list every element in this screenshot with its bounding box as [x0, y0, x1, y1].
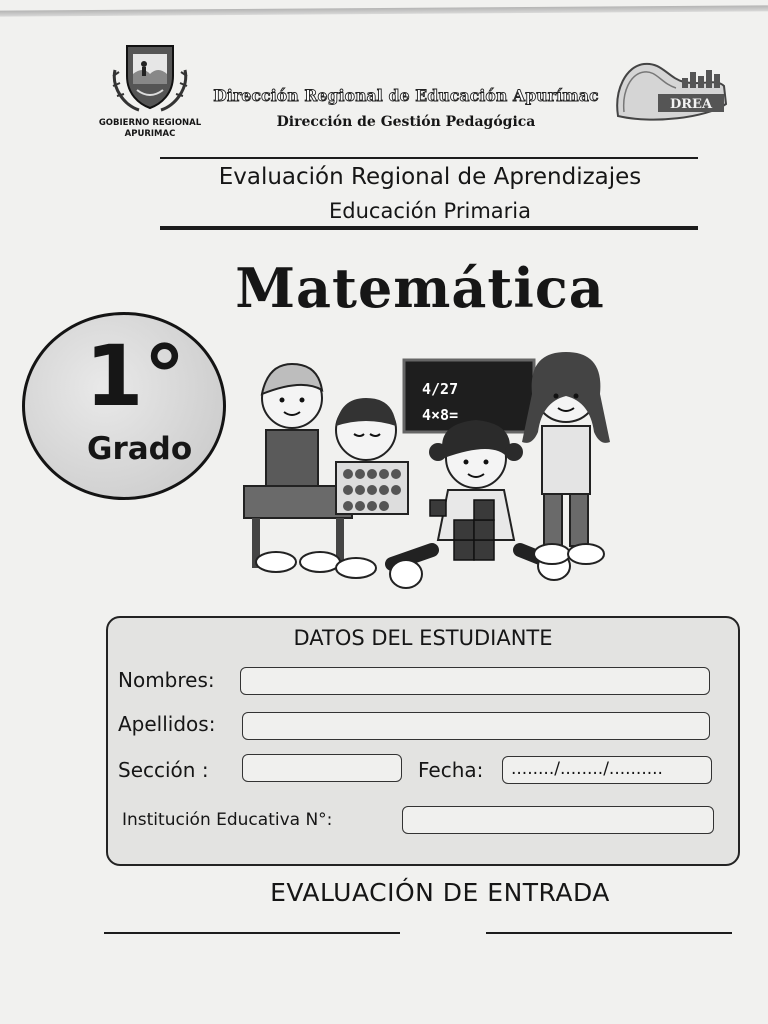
gobierno-regional-shield-icon — [109, 40, 191, 114]
seccion-label: Sección : — [118, 758, 209, 782]
grade-badge — [22, 312, 226, 500]
apellidos-field[interactable] — [242, 712, 710, 740]
fecha-field[interactable] — [502, 756, 712, 784]
paper-edge — [0, 5, 768, 16]
institucion-field[interactable] — [402, 806, 714, 834]
nombres-field[interactable] — [240, 667, 710, 695]
gov-logo-caption-line1: GOBIERNO REGIONAL — [98, 118, 202, 128]
fecha-label: Fecha: — [418, 758, 484, 782]
drea-logo-text: DREA — [669, 97, 713, 112]
grade-label: Grado — [87, 431, 193, 467]
evaluation-title: Evaluación Regional de Aprendizajes — [218, 164, 642, 190]
seccion-field[interactable] — [242, 754, 402, 782]
directorate-title: Dirección Regional de Educación Apurímac — [213, 86, 599, 105]
header-rule-top — [160, 157, 698, 159]
student-data-form — [106, 616, 740, 866]
footer-rule-left — [104, 932, 400, 934]
header-rule-bottom — [160, 226, 698, 230]
institucion-label: Institución Educativa N°: — [122, 810, 333, 830]
footer-rule-right — [486, 932, 732, 934]
evaluation-level: Educación Primaria — [329, 199, 531, 223]
apellidos-label: Apellidos: — [118, 712, 216, 736]
chalkboard-line-1: 4/27 — [422, 380, 459, 398]
children-illustration — [236, 350, 620, 595]
fecha-placeholder: ......../......../.......... — [511, 759, 663, 779]
grade-number: 1° — [85, 327, 186, 425]
department-title: Dirección de Gestión Pedagógica — [276, 114, 536, 130]
chalkboard-line-2: 4×8= — [422, 406, 459, 424]
student-data-title: DATOS DEL ESTUDIANTE — [293, 626, 553, 650]
gobierno-regional-logo — [90, 40, 210, 140]
gov-logo-caption-line2: APURIMAC — [124, 129, 176, 139]
drea-logo — [612, 56, 740, 128]
nombres-label: Nombres: — [118, 668, 215, 692]
entry-evaluation-title: EVALUACIÓN DE ENTRADA — [270, 878, 610, 907]
subject-title: Matemática — [235, 256, 605, 320]
